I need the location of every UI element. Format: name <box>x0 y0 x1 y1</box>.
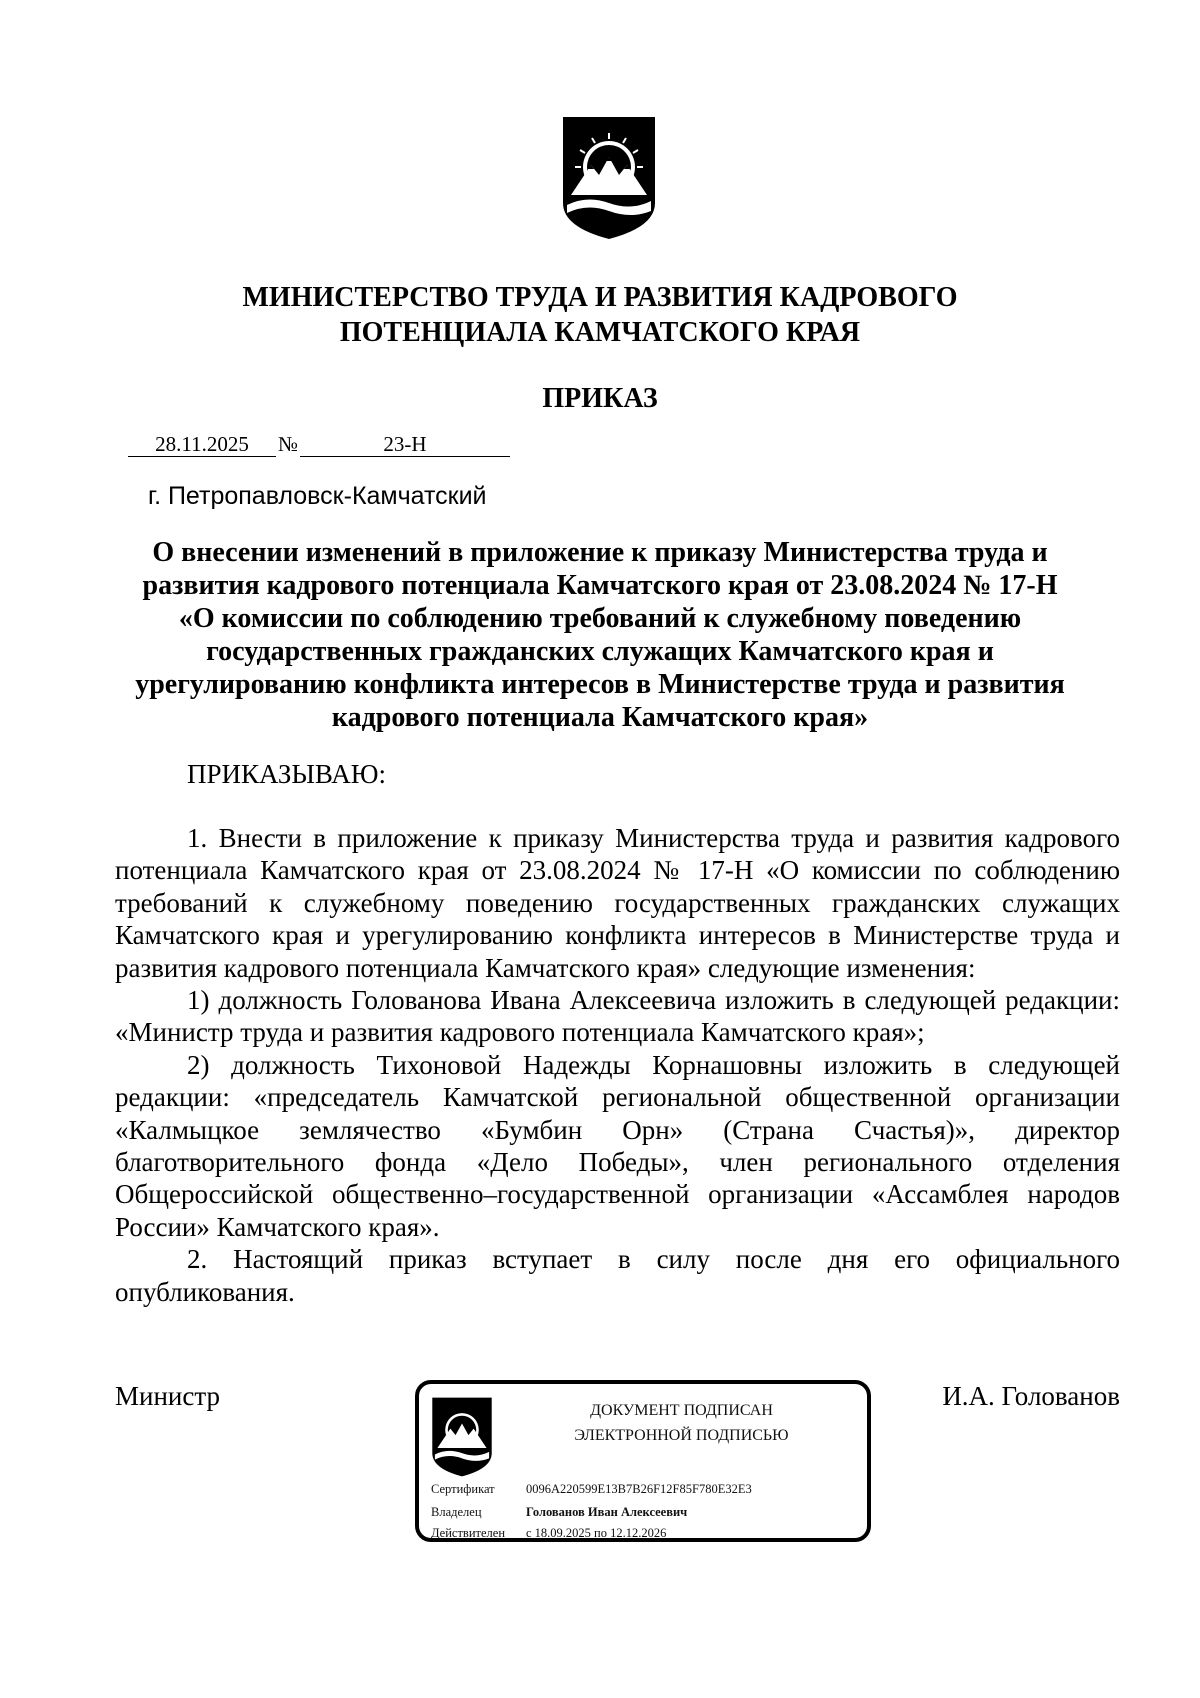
org-line: ПОТЕНЦИАЛА КАМЧАТСКОГО КРАЯ <box>339 317 861 348</box>
body-paragraph: 1. Внести в приложение к приказу Министерства труда и развития кадрового потенциала Камчатского края от 23.08.2024 № 17-Н «О комиссии по соблюдению требований к служебному поведению государственных гражданских служащих Камчатского края и урегулированию конфликта интересов в Министерстве труда и развития кадрового потенциала Камчатского края» следующие изменения: <box>115 823 1120 983</box>
title-line: кадрового потенциала Камчатского края» <box>331 702 869 733</box>
signer-position: Министр <box>115 1381 220 1411</box>
stamp-cert-label: Сертификат <box>431 1482 495 1496</box>
document-title <box>135 536 1065 734</box>
document-number: 23-Н <box>300 432 510 457</box>
document-date: 28.11.2025 <box>128 432 276 457</box>
stamp-heading-line: ДОКУМЕНТ ПОДПИСАН <box>590 1402 773 1419</box>
electronic-signature-stamp <box>415 1380 871 1542</box>
org-line: МИНИСТЕРСТВО ТРУДА И РАЗВИТИЯ КАДРОВОГО <box>242 282 958 313</box>
stamp-heading <box>504 1398 859 1448</box>
stamp-cert-value: 0096A220599E13B7B26F12F85F780E32E3 <box>526 1482 752 1496</box>
coat-of-arms-icon <box>431 1396 493 1478</box>
stamp-owner-value: Голованов Иван Алексеевич <box>526 1505 688 1519</box>
document-type: ПРИКАЗ <box>542 383 658 414</box>
number-sign: № <box>278 432 299 456</box>
body-paragraph: 1) должность Голованова Ивана Алексеевича изложить в следующей редакции: «Министр труда и развития кадрового потенциала Камчатского края»; <box>115 985 1120 1048</box>
stamp-valid-row <box>431 1524 666 1542</box>
title-line: урегулированию конфликта интересов в Министерстве труда и развития <box>135 669 1065 700</box>
body-paragraph: 2. Настоящий приказ вступает в силу после дня его официального опубликования. <box>115 1244 1120 1307</box>
stamp-owner-label: Владелец <box>431 1505 482 1519</box>
title-line: развития кадрового потенциала Камчатского края от 23.08.2024 № 17-Н <box>142 570 1058 601</box>
title-line: государственных гражданских служащих Камчатского края и <box>206 636 994 667</box>
title-line: «О комиссии по соблюдению требований к служебному поведению <box>178 603 1022 634</box>
coat-of-arms-icon <box>561 115 657 241</box>
stamp-owner-row <box>431 1503 687 1521</box>
stamp-valid-value: с 18.09.2025 по 12.12.2026 <box>526 1526 667 1540</box>
stamp-valid-label: Действителен <box>431 1526 506 1540</box>
organization-name <box>150 280 1050 350</box>
title-line: О внесении изменений в приложение к приказу Министерства труда и <box>152 537 1048 568</box>
stamp-heading-line: ЭЛЕКТРОННОЙ ПОДПИСЬЮ <box>574 1427 789 1444</box>
city: г. Петропавловск-Камчатский <box>148 482 487 510</box>
body-paragraph: 2) должность Тихоновой Надежды Корнашовны изложить в следующей редакции: «председатель Камчатской региональной общественной организации «Калмыцкое землячество «Бумбин Орн» (Страна Счастья)», директор благотворительного фонда «Дело Победы», член регионального отделения Общероссийской общественно–государственной организации «Ассамблея народов России» Камчатского края». <box>115 1049 1120 1242</box>
order-word: ПРИКАЗЫВАЮ: <box>187 759 386 789</box>
document-body <box>115 822 1120 1308</box>
signer-name: И.А. Голованов <box>942 1381 1120 1411</box>
stamp-cert-row <box>431 1480 752 1498</box>
